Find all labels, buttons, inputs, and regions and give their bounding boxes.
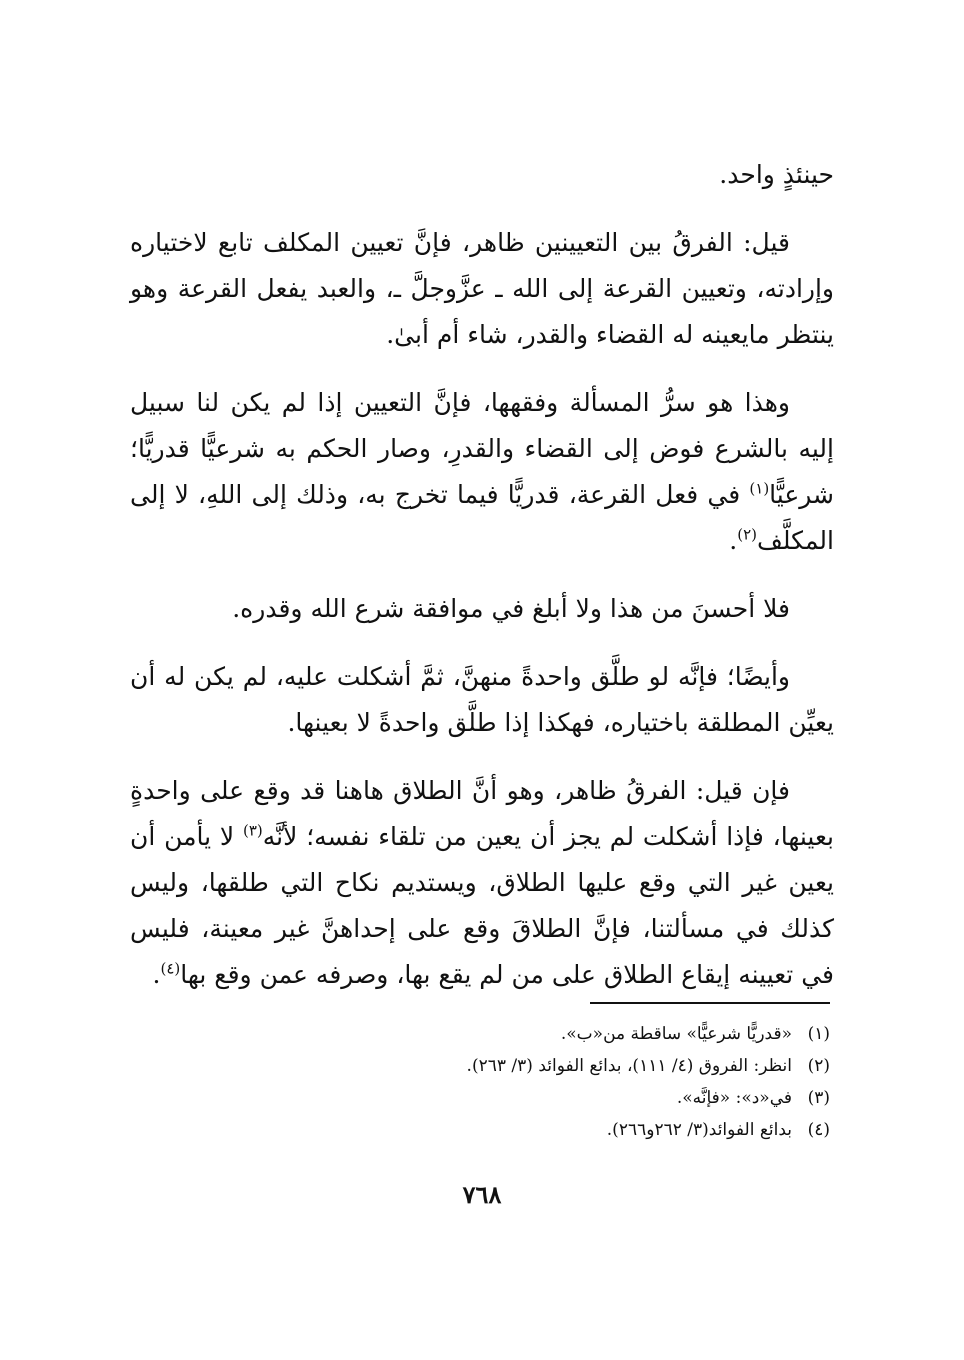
paragraph-text: وهذا هو سرُّ المسألة وفقهها، فإنَّ التعيين إذا لم يكن لنا سبيل إليه بالشرع فوض إلى القضاء والقدرِ، وصار الحكم به شرعيًّا قدريًّا؛ شرعيًّا: [130, 388, 834, 509]
footnote-3: [130, 1082, 830, 1114]
footnote-number: (٤): [807, 1120, 830, 1140]
footnote-marker: (٣): [243, 821, 263, 840]
paragraph-text: .: [729, 526, 738, 555]
footnote-number: (٢): [807, 1056, 830, 1076]
paragraph-text: قيل: الفرقُ بين التعيينين ظاهر، فإنَّ تعيين المكلف تابع لاختياره وإرادته، وتعيين القرعة إلى الله ـ عزَّوجلَّ ـ، والعبد يفعل القرعة وهو ينتظر مايعينه له القضاء والقدر، شاء أم أبىٰ.: [130, 228, 834, 349]
paragraph-text: فإن قيل: الفرقُ ظاهر، وهو أنَّ الطلاق هاهنا قد وقع على واحدةٍ بعينها، فإذا أشكلت لم يجز أن يعين من تلقاء نفسه؛ لأنَّه: [130, 776, 834, 851]
footnote-text: في«د»: «فإنَّه».: [676, 1088, 792, 1108]
footnote-number: (١): [807, 1024, 830, 1044]
footnote-4: [130, 1114, 830, 1146]
footnote-marker: (١): [749, 479, 770, 498]
paragraph-2: [130, 220, 834, 358]
page-number: ٧٦٨: [462, 1180, 502, 1209]
footnotes: [130, 1018, 830, 1146]
paragraph-1: [130, 152, 834, 198]
paragraph-text: وأيضًا؛ فإنَّه لو طلَّق واحدةً منهنَّ، ثمَّ أشكلت عليه، لم يكن له أن يعيِّن المطلقة باختياره، فهكذا إذا طلَّق واحدةً لا بعينها.: [130, 662, 834, 737]
paragraph-text: لا يأمن أن يعين غير التي وقع عليها الطلاق، ويستديم نكاح التي طلقها، وليس كذلك في مسألتنا، فإنَّ الطلاقَ وقع على إحداهنَّ غير معينة، فليس في تعيينه إيقاع الطلاق على من لم يقع بها، وصرفه عمن وقع بها: [130, 822, 834, 989]
footnote-marker: (٢): [737, 525, 758, 544]
footnote-2: [130, 1050, 830, 1082]
paragraph-3: [130, 380, 834, 564]
footnote-text: بدائع الفوائد(٣/ ٢٦٢و٢٦٦).: [606, 1120, 792, 1140]
paragraph-text: في فعل القرعة، قدريًّا فيما تخرج به، وذلك إلى اللهِ، لا إلى المكلَّف: [130, 480, 834, 555]
paragraph-text: فلا أحسنَ من هذا ولا أبلغ في موافقة شرع الله وقدره.: [232, 594, 790, 623]
footnote-divider: [590, 1002, 830, 1004]
paragraph-text: .: [152, 960, 161, 989]
footnote-text: «قدريًّا شرعيًّا» ساقطة من«ب».: [560, 1024, 792, 1044]
footnote-marker: (٤): [160, 959, 181, 978]
main-text: [130, 152, 834, 1020]
paragraph-5: [130, 654, 834, 746]
footnote-text: انظر: الفروق (٤/ ١١١)، بدائع الفوائد (٣/ ٢٦٣).: [466, 1056, 792, 1076]
paragraph-4: [130, 586, 834, 632]
footnote-number: (٣): [807, 1088, 830, 1108]
footnote-1: [130, 1018, 830, 1050]
paragraph-text: حينئذٍ واحد.: [719, 160, 834, 189]
paragraph-6: [130, 768, 834, 998]
